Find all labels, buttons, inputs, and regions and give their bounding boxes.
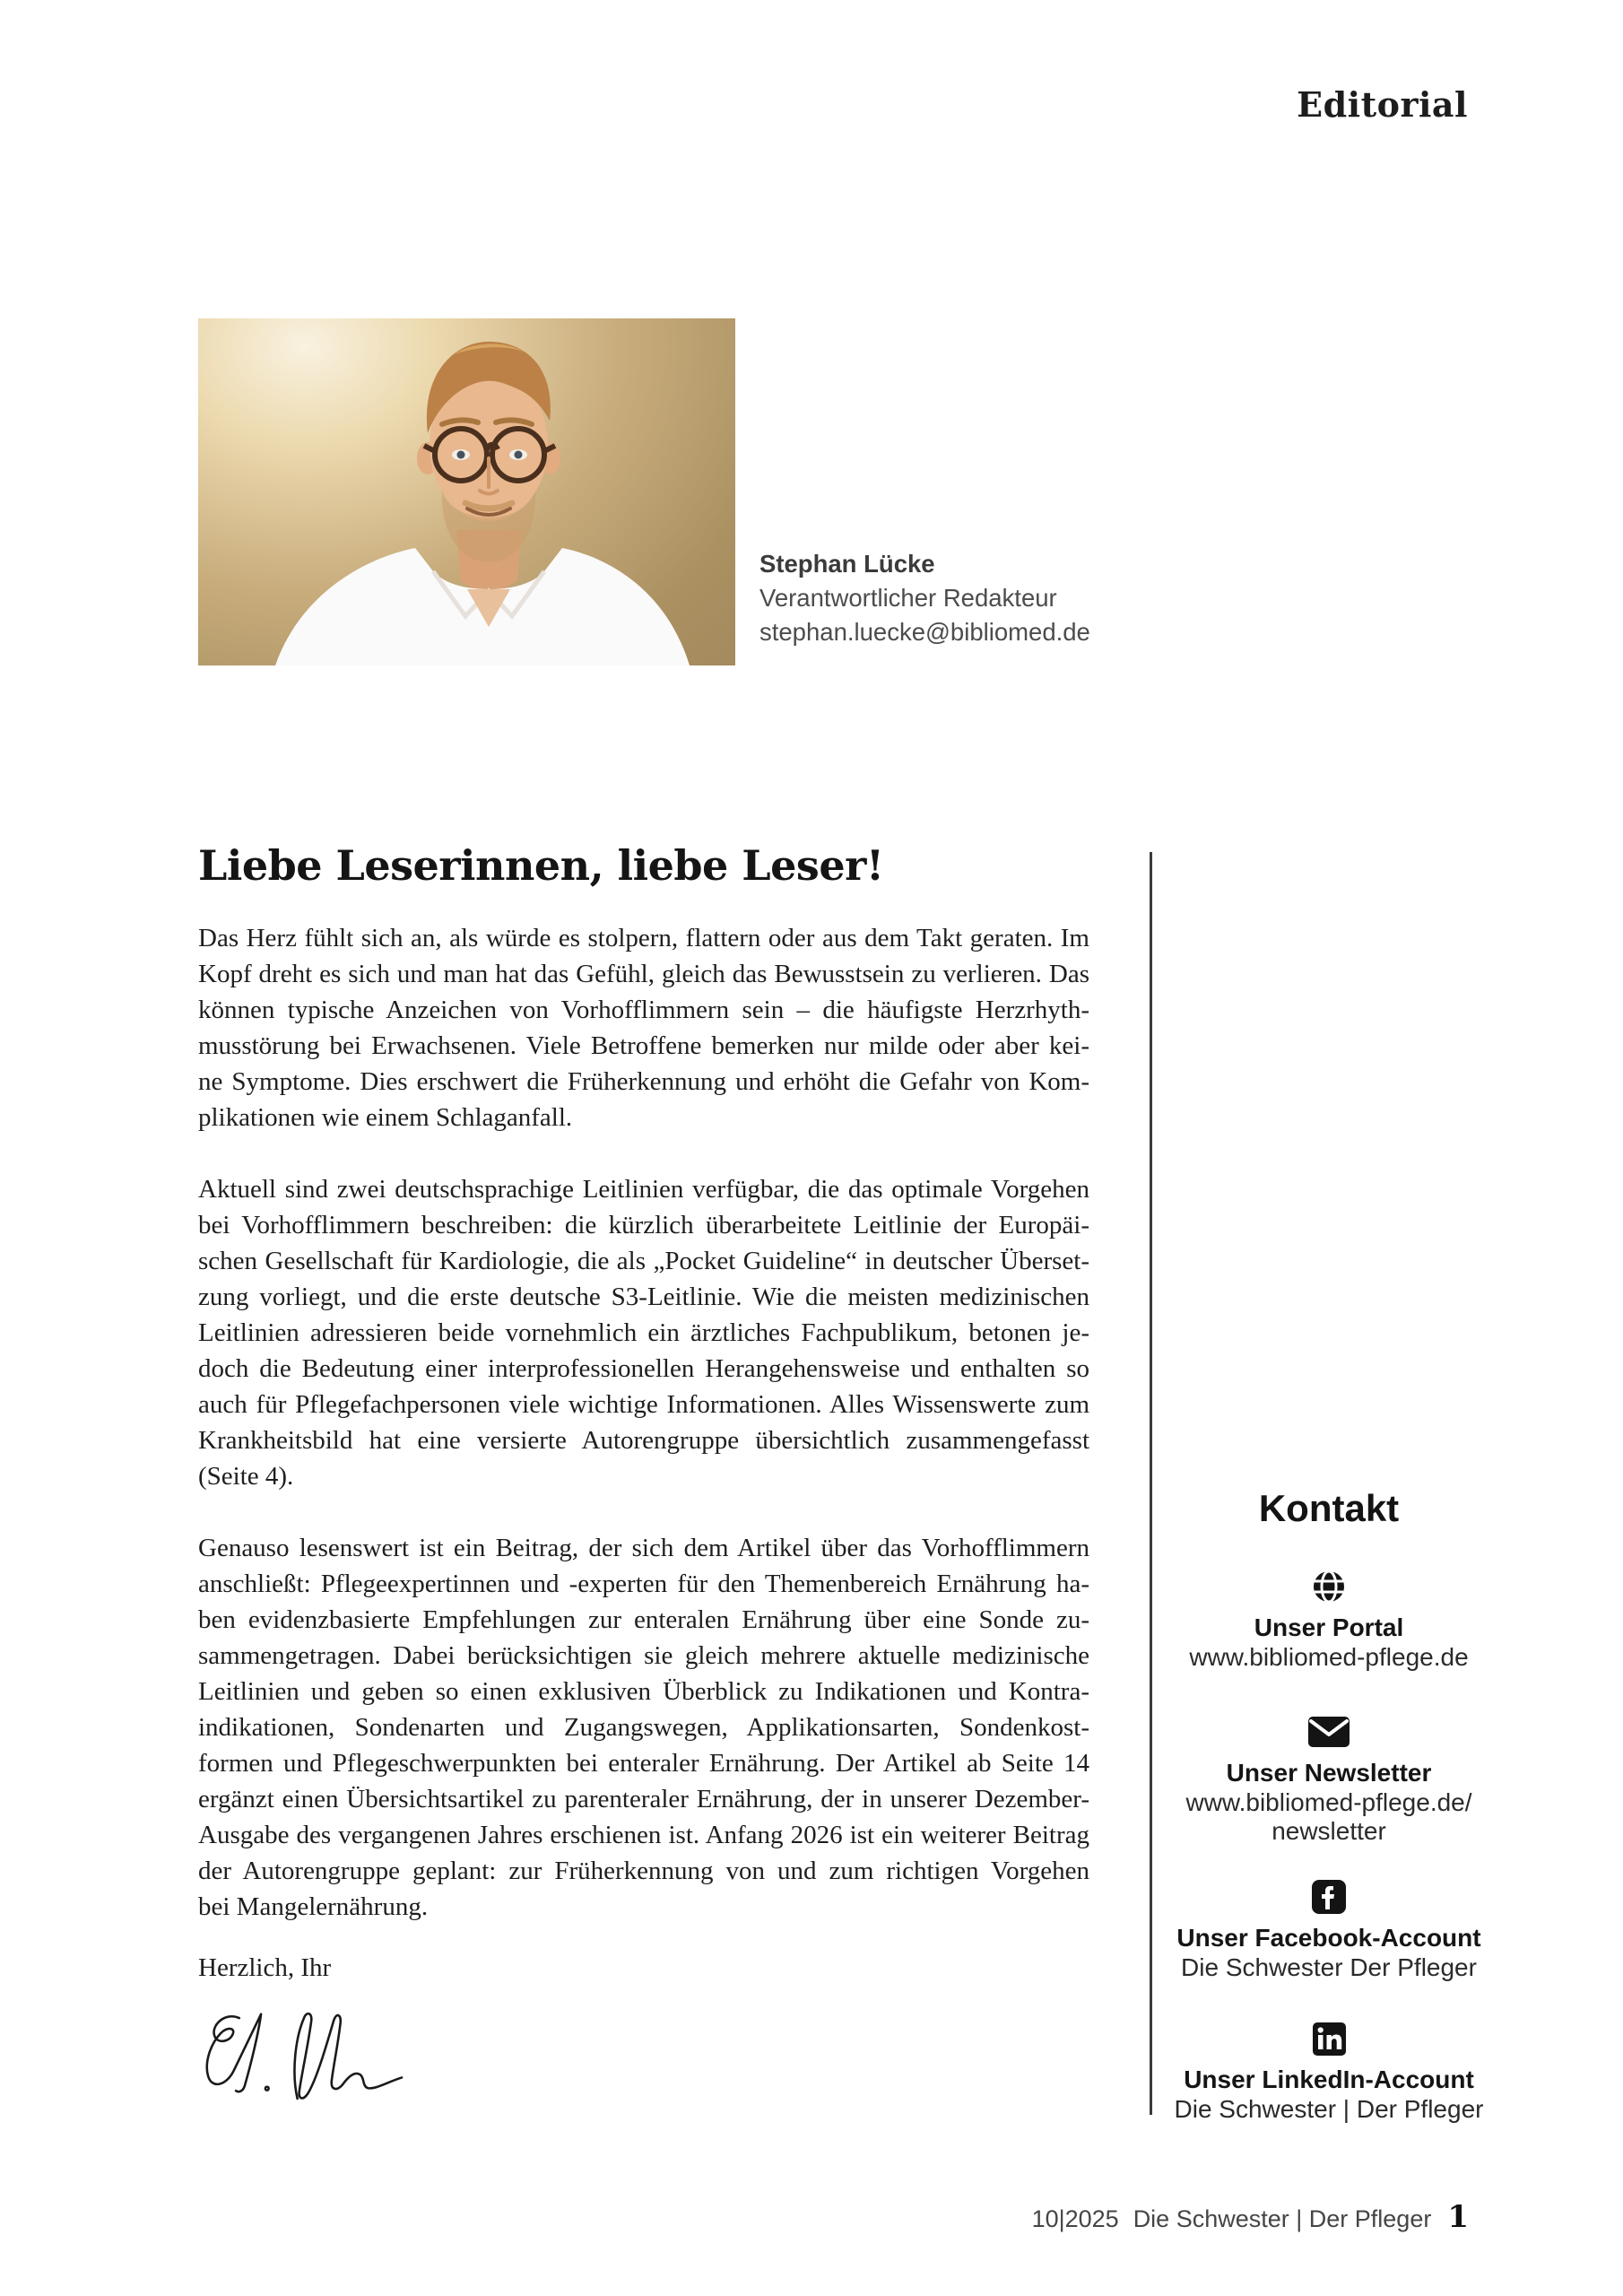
contact-account[interactable]: Die Schwester Der Pfleger bbox=[1181, 1953, 1477, 1981]
globe-icon[interactable] bbox=[1159, 1566, 1499, 1607]
linkedin-icon[interactable] bbox=[1159, 2018, 1499, 2059]
footer-issue: 10|2025 bbox=[1031, 2205, 1119, 2232]
paragraph bbox=[198, 920, 1089, 1135]
paragraph-line: ben evidenzbasierte Empfehlungen zur enteralen Ernährung über eine Sonde zu- bbox=[198, 1605, 1089, 1634]
vertical-divider bbox=[1150, 852, 1152, 2115]
paragraph-line: zung vorliegt, und die erste deutsche S3-Leitlinie. Wie die meisten medizinischen bbox=[198, 1283, 1089, 1311]
paragraph-line: ergänzt einen Übersichtsartikel zu parenteraler Ernährung, der in unserer Dezember- bbox=[198, 1785, 1089, 1813]
paragraph bbox=[198, 1530, 1089, 1925]
author-photo bbox=[198, 318, 735, 665]
contact-item-portal bbox=[1159, 1566, 1499, 1672]
author-caption bbox=[759, 547, 1090, 649]
paragraph-line: bei Vorhofflimmern beschreiben: die kürzlich überarbeitete Leitlinie der Europäi- bbox=[198, 1211, 1089, 1239]
paragraph-line: (Seite 4). bbox=[198, 1462, 294, 1491]
contact-item-newsletter bbox=[1159, 1711, 1499, 1846]
contact-label: Unser Facebook-Account bbox=[1176, 1924, 1481, 1952]
paragraph-line: schen Gesellschaft für Kardiologie, die als „Pocket Guideline“ in deutscher Überset- bbox=[198, 1247, 1089, 1275]
paragraph-line: ne Symptome. Dies erschwert die Früherkennung und erhöht die Gefahr von Kom- bbox=[198, 1067, 1089, 1096]
paragraph-line: doch die Bedeutung einer interprofessionellen Herangehensweise und enthalten so bbox=[198, 1354, 1089, 1383]
closing-line: Herzlich, Ihr bbox=[198, 1953, 332, 1982]
contact-label: Unser Newsletter bbox=[1226, 1759, 1432, 1787]
article-closing-block bbox=[198, 1950, 1089, 2134]
facebook-icon[interactable] bbox=[1159, 1876, 1499, 1918]
paragraph-line: Leitlinien adressieren beide vornehmlich ein ärztliches Fachpublikum, betonen je- bbox=[198, 1318, 1089, 1347]
envelope-icon[interactable] bbox=[1159, 1711, 1499, 1752]
contact-item-facebook bbox=[1159, 1876, 1499, 1982]
contact-url[interactable]: www.bibliomed-pflege.de bbox=[1189, 1643, 1469, 1671]
contact-title: Kontakt bbox=[1258, 1487, 1400, 1529]
article-body bbox=[198, 920, 1089, 1961]
footer-magazine-name: Die Schwester | Der Pfleger bbox=[1133, 2205, 1432, 2232]
portrait-illustration bbox=[198, 318, 735, 665]
page-title: Liebe Leserinnen, liebe Leser! bbox=[198, 841, 884, 890]
contact-account[interactable]: Die Schwester | Der Pfleger bbox=[1174, 2095, 1484, 2123]
paragraph-line: sammengetragen. Dabei berücksichtigen sie gleich mehrere aktuelle medizinische bbox=[198, 1641, 1089, 1670]
author-name: Stephan Lücke bbox=[759, 550, 935, 578]
paragraph-line: Krankheitsbild hat eine versierte Autorengruppe übersichtlich zusammengefasst bbox=[198, 1426, 1089, 1455]
paragraph-line: musstörung bei Erwachsenen. Viele Betroffene bemerken nur milde oder aber kei- bbox=[198, 1031, 1089, 1060]
paragraph-line: können typische Anzeichen von Vorhofflimmern sein – die häufigste Herzrhyth- bbox=[198, 996, 1089, 1024]
contact-label: Unser LinkedIn-Account bbox=[1184, 2066, 1474, 2093]
paragraph-line: indikationen, Sondenarten und Zugangswegen, Applikationsarten, Sondenkost- bbox=[198, 1713, 1089, 1742]
paragraph-line: Aktuell sind zwei deutschsprachige Leitlinien verfügbar, die das optimale Vorgehen bbox=[198, 1175, 1089, 1204]
page-footer bbox=[1032, 2199, 1469, 2235]
author-email[interactable]: stephan.luecke@bibliomed.de bbox=[759, 618, 1090, 646]
paragraph-line: formen und Pflegeschwerpunkten bei enteraler Ernährung. Der Artikel ab Seite 14 bbox=[198, 1749, 1089, 1778]
paragraph-line: auch für Pflegefachpersonen viele wichtige Informationen. Alles Wissenswerte zum bbox=[198, 1390, 1089, 1419]
paragraph-line: plikationen wie einem Schlaganfall. bbox=[198, 1103, 573, 1132]
contact-label: Unser Portal bbox=[1254, 1613, 1404, 1641]
paragraph-line: Ausgabe des vergangenen Jahres erschienen ist. Anfang 2026 ist ein weiterer Beitrag bbox=[198, 1821, 1089, 1849]
paragraph bbox=[198, 1171, 1089, 1494]
contact-url[interactable]: www.bibliomed-pflege.de/ bbox=[1185, 1788, 1472, 1816]
paragraph-line: Genauso lesenswert ist ein Beitrag, der sich dem Artikel über das Vorhofflimmern bbox=[198, 1534, 1089, 1562]
paragraph-line: anschließt: Pflegeexpertinnen und -experten für den Themenbereich Ernährung ha- bbox=[198, 1570, 1089, 1598]
paragraph-line: Kopf dreht es sich und man hat das Gefühl, gleich das Bewusstsein zu verlieren. Das bbox=[198, 960, 1089, 988]
paragraph-line: bei Mangelernährung. bbox=[198, 1892, 429, 1921]
section-label: Editorial bbox=[1297, 84, 1468, 125]
author-role: Verantwortlicher Redakteur bbox=[759, 584, 1057, 612]
paragraph-line: der Autorengruppe geplant: zur Früherkennung von und zum richtigen Vorgehen bbox=[198, 1857, 1089, 1885]
contact-item-linkedin bbox=[1159, 2018, 1499, 2124]
paragraph-line: Leitlinien und geben so einen exklusiven Überblick zu Indikationen und Kontra- bbox=[198, 1677, 1089, 1706]
signature-graphic bbox=[198, 1998, 1089, 2134]
footer-page-number: 1 bbox=[1447, 2199, 1469, 2235]
paragraph-line: Das Herz fühlt sich an, als würde es stolpern, flattern oder aus dem Takt geraten. Im bbox=[198, 924, 1089, 952]
contact-url[interactable]: newsletter bbox=[1271, 1817, 1386, 1845]
